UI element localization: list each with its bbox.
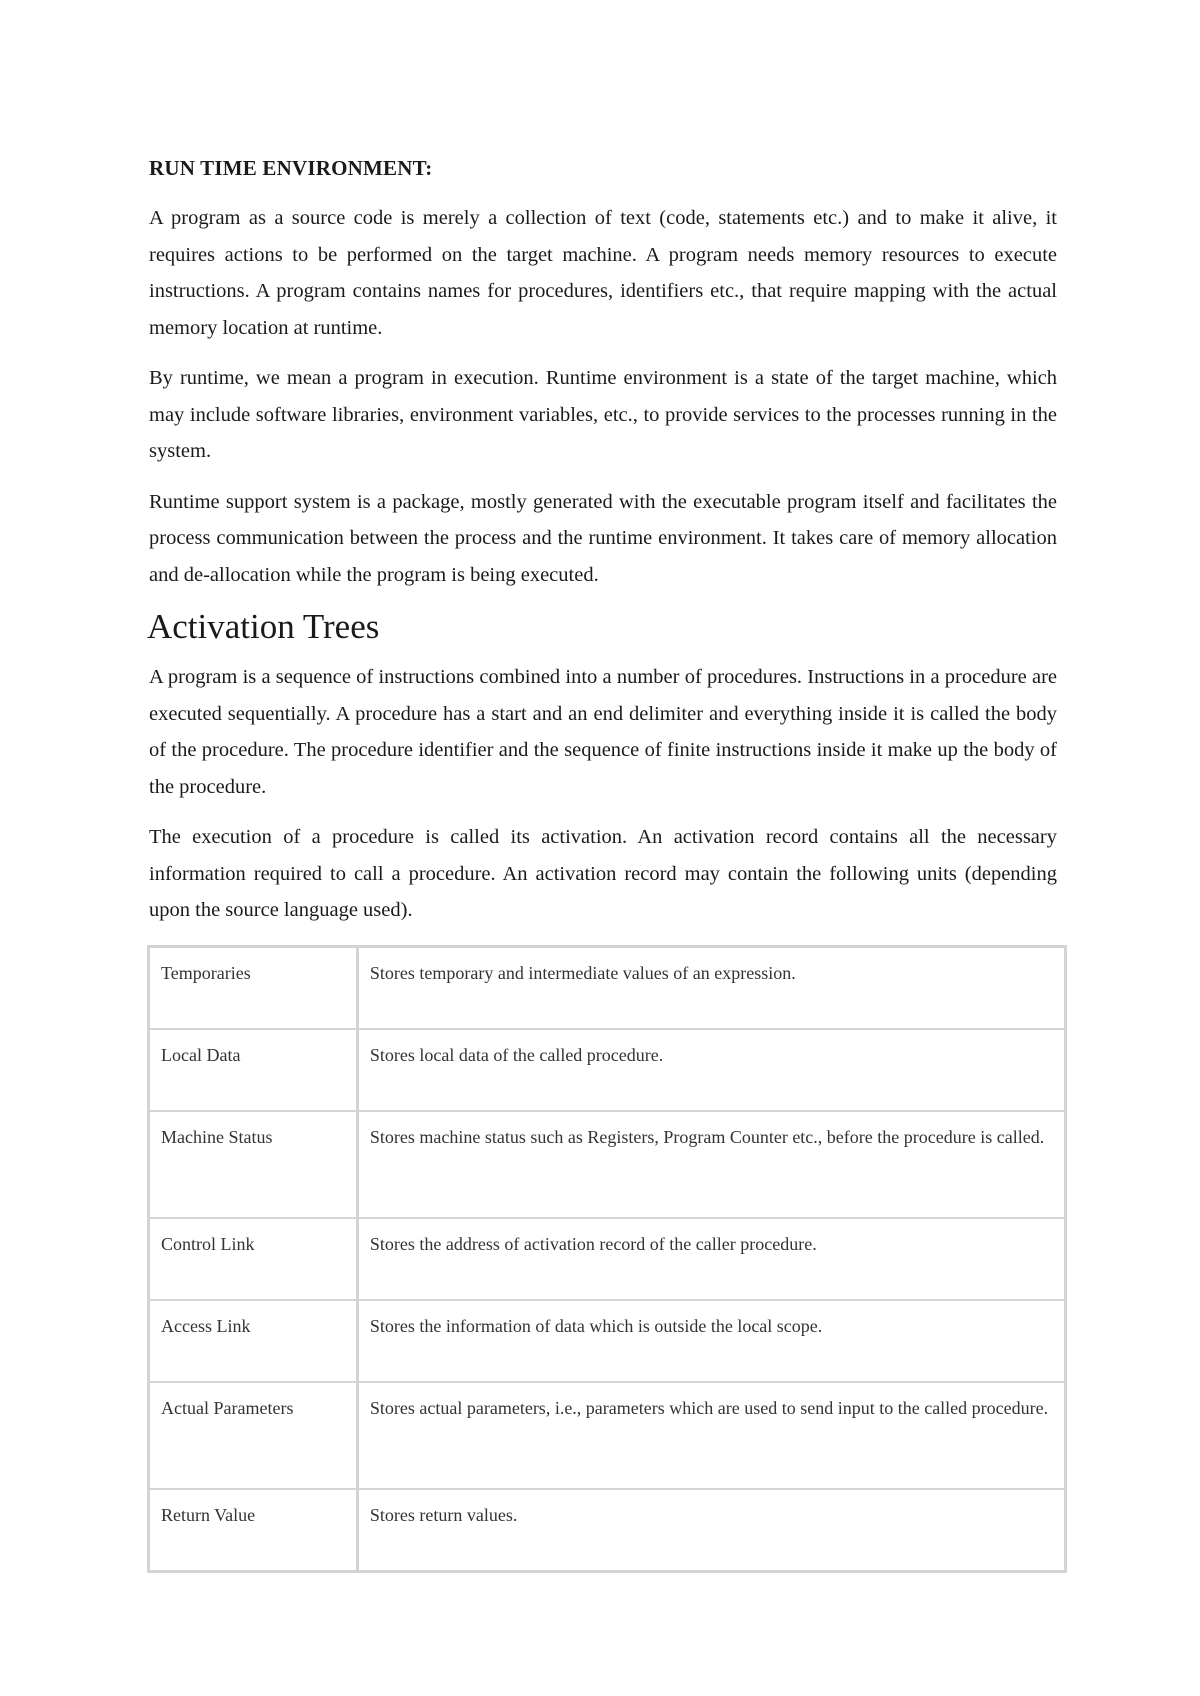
unit-description: Stores return values. <box>357 1489 1065 1571</box>
activation-paragraph-2: The execution of a procedure is called its activation. An activation record contains all the necessary information required to call a procedure. An activation record may contain the following units (depending upon the source language used). <box>149 826 1057 921</box>
intro-paragraph-1: A program as a source code is merely a collection of text (code, statements etc.) and to make it alive, it requires actions to be performed on the target machine. A program needs memory resources to execute instructions. A program contains names for procedures, identifiers etc., that require mapping with the actual memory location at runtime. <box>149 207 1057 339</box>
unit-name: Return Value <box>149 1489 357 1571</box>
table-row <box>149 1111 1065 1218</box>
activation-trees-heading: Activation Trees <box>147 607 380 646</box>
table-row <box>149 1300 1065 1382</box>
unit-name: Access Link <box>149 1300 357 1382</box>
document-body <box>149 150 1057 943</box>
unit-name: Temporaries <box>149 947 357 1029</box>
table-row <box>149 1489 1065 1571</box>
unit-name: Machine Status <box>149 1111 357 1218</box>
unit-description: Stores machine status such as Registers, Program Counter etc., before the procedure is called. <box>357 1111 1065 1218</box>
unit-description: Stores temporary and intermediate values of an expression. <box>357 947 1065 1029</box>
unit-name: Actual Parameters <box>149 1382 357 1489</box>
intro-paragraph-2: By runtime, we mean a program in execution. Runtime environment is a state of the target machine, which may include software libraries, environment variables, etc., to provide services to the processes running in the system. <box>149 367 1057 462</box>
unit-description: Stores the address of activation record of the caller procedure. <box>357 1218 1065 1300</box>
table-row <box>149 1029 1065 1111</box>
table-row <box>149 1218 1065 1300</box>
table-row <box>149 947 1065 1029</box>
section-title: RUN TIME ENVIRONMENT: <box>149 156 433 180</box>
table-row <box>149 1382 1065 1489</box>
activation-record-units-table <box>147 945 1067 1573</box>
unit-name: Local Data <box>149 1029 357 1111</box>
unit-description: Stores the information of data which is outside the local scope. <box>357 1300 1065 1382</box>
unit-description: Stores actual parameters, i.e., parameters which are used to send input to the called procedure. <box>357 1382 1065 1489</box>
intro-paragraph-3: Runtime support system is a package, mostly generated with the executable program itself and facilitates the process communication between the process and the runtime environment. It takes care of memory allocation and de-allocation while the program is being executed. <box>149 490 1057 586</box>
unit-name: Control Link <box>149 1218 357 1300</box>
unit-description: Stores local data of the called procedure. <box>357 1029 1065 1111</box>
activation-paragraph-1: A program is a sequence of instructions combined into a number of procedures. Instructions in a procedure are executed sequentially. A procedure has a start and an end delimiter and everything inside it is called the body of the procedure. The procedure identifier and the sequence of finite instructions inside it make up the body of the procedure. <box>149 666 1057 798</box>
